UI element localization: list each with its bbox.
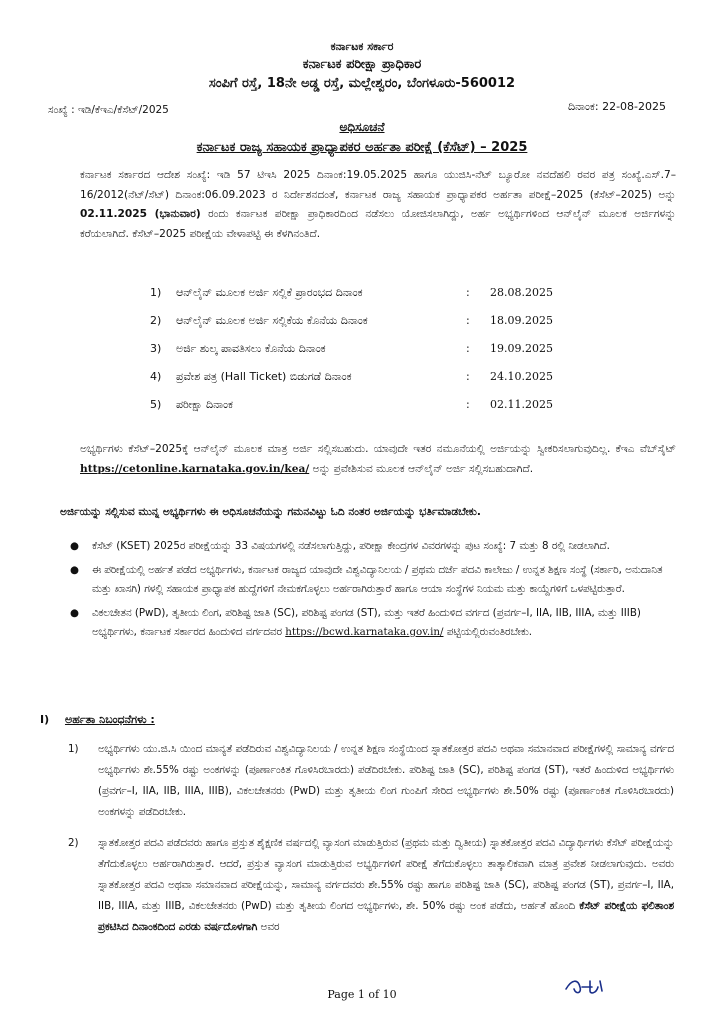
bullet-text: ವಿಕಲಚೇತನ (PwD), ತೃತೀಯ ಲಿಂಗ, ಪರಿಶಿಷ್ಟ ಜಾತಿ (SC), ಪರಿಶಿಷ್ಟ ಪಂಗಡ (ST), ಮತ್ತು ಇತರೆ ಹಿಂದುಳಿದ ವರ್ಗದ (ಪ್ರವರ್ಗ–I, IIA, IIB, IIIA, ಮತ್ತು IIIB) ಅಭ್ಯರ್ಥಿಗಳು, ಕರ್ನಾಟಕ ಸರ್ಕಾರದ ಹಿಂದುಳಿದ ವರ್ಗದವರ bbox=[92, 606, 641, 638]
notification-subject: ಕರ್ನಾಟಕ ರಾಜ್ಯ ಸಹಾಯಕ ಪ್ರಾಧ್ಯಾಪಕರ ಅರ್ಹತಾ ಪರೀಕ್ಷೆ (ಕೆಸೆಟ್) – 2025 bbox=[196, 140, 528, 155]
reference-number: ಸಂಖ್ಯೆ : ಇಡಿ/ಕೆಇಎ/ಕೆಸೆಟ್/2025 bbox=[48, 104, 169, 116]
schedule-num: 5) bbox=[150, 398, 162, 411]
notification-heading: ಅಧಿಸೂಚನೆ bbox=[339, 120, 385, 134]
eligibility-item bbox=[68, 833, 674, 938]
schedule-label: ಪ್ರವೇಶ ಪತ್ರ (Hall Ticket) ಬಿಡುಗಡೆ ದಿನಾಂಕ bbox=[176, 370, 352, 383]
online-application-paragraph bbox=[80, 440, 676, 479]
schedule-row bbox=[150, 370, 610, 398]
schedule-value: 19.09.2025 bbox=[490, 342, 553, 355]
signature-mark bbox=[562, 975, 606, 997]
bullet-dot: ● bbox=[70, 540, 79, 552]
online-text: ಅಭ್ಯರ್ಥಿಗಳು ಕೆಸೆಟ್–2025ಕ್ಕೆ ಆನ್‌ಲೈನ್ ಮೂಲಕ ಮಾತ್ರ ಅರ್ಜಿ ಸಲ್ಲಿಸಬಹುದು. ಯಾವುದೇ ಇತರ ನಮೂನೆಯಲ್ಲಿ ಅರ್ಜಿಯನ್ನು ಸ್ವೀಕರಿಸಲಾಗುವುದಿಲ್ಲ. ಕೆಇಎ ವೆಬ್‌ಸೈಟ್ bbox=[80, 443, 676, 455]
bullet-dot: ● bbox=[70, 606, 79, 619]
bullet-dot: ● bbox=[70, 563, 79, 576]
schedule-row bbox=[150, 286, 610, 314]
bullet-text-after: ಪಟ್ಟಿಯಲ್ಲಿರುವಂತಿರಬೇಕು. bbox=[446, 626, 533, 638]
intro-paragraph bbox=[80, 166, 676, 244]
schedule-value: 18.09.2025 bbox=[490, 314, 553, 327]
intro-exam-date: 02.11.2025 (ಭಾನುವಾರ) bbox=[80, 208, 201, 220]
schedule-num: 4) bbox=[150, 370, 162, 383]
schedule-colon: : bbox=[466, 286, 470, 299]
schedule-row bbox=[150, 314, 610, 342]
schedule-num: 1) bbox=[150, 286, 162, 299]
item-text-after: ಅವರ bbox=[260, 921, 280, 933]
eligibility-item bbox=[68, 739, 674, 823]
schedule-label: ಆನ್‌ಲೈನ್ ಮೂಲಕ ಅರ್ಜಿ ಸಲ್ಲಿಕೆಯ ಕೊನೆಯ ದಿನಾಂಕ bbox=[176, 314, 368, 327]
item-text-bold: ಕೆಸೆಟ್ ಪರೀಕ್ಷೆಯ ಫಲಿತಾಂಶ ಪ್ರಕಟಿಸಿದ ದಿನಾಂಕದಿಂದ ಎರಡು ವರ್ಷದೊಳಗಾಗಿ bbox=[98, 900, 674, 933]
bullet-list bbox=[70, 537, 674, 647]
bullet-item bbox=[70, 561, 674, 600]
online-text-after: ಅನ್ನು ಪ್ರವೇಶಿಸುವ ಮೂಲಕ ಆನ್‌ಲೈನ್ ಅರ್ಜಿ ಸಲ್ಲಿಸಬಹುದಾಗಿದೆ. bbox=[312, 462, 534, 475]
schedule-value: 28.08.2025 bbox=[490, 286, 553, 299]
schedule-label: ಅರ್ಜಿ ಶುಲ್ಕ ಪಾವತಿಸಲು ಕೊನೆಯ ದಿನಾಂಕ bbox=[176, 342, 326, 355]
bullet-item bbox=[70, 537, 674, 557]
schedule-value: 02.11.2025 bbox=[490, 398, 553, 411]
authority-heading: ಕರ್ನಾಟಕ ಪರೀಕ್ಷಾ ಪ್ರಾಧಿಕಾರ bbox=[302, 57, 422, 72]
government-heading: ಕರ್ನಾಟಕ ಸರ್ಕಾರ bbox=[330, 40, 394, 53]
schedule-colon: : bbox=[466, 314, 470, 327]
page-number: Page 1 of 10 bbox=[327, 988, 397, 1001]
intro-text-rest: ರಂದು ಕರ್ನಾಟಕ ಪರೀಕ್ಷಾ ಪ್ರಾಧಿಕಾರದಿಂದ ನಡೆಸಲು ಯೋಜಿಸಲಾಗಿದ್ದು, ಅರ್ಹ ಅಭ್ಯರ್ಥಿಗಳಿಂದ ಆನ್‌ಲೈನ್ ಮೂಲಕ ಅರ್ಜಿಗಳನ್ನು ಕರೆಯಲಾಗಿದೆ. ಕೆಸೆಟ್–2025 ಪರೀಕ್ಷೆಯ ವೇಳಾಪಟ್ಟಿ ಈ ಕೆಳಗಿನಂತಿದೆ. bbox=[80, 208, 676, 240]
item-text: ಸ್ನಾತಕೋತ್ತರ ಪದವಿ ಪಡೆದವರು ಹಾಗೂ ಪ್ರಸ್ತುತ ಶೈಕ್ಷಣಿಕ ವರ್ಷದಲ್ಲಿ ವ್ಯಾಸಂಗ ಮಾಡುತ್ತಿರುವ (ಪ್ರಥಮ ಮತ್ತು ದ್ವಿತೀಯ) ಸ್ನಾತಕೋತ್ತರ ಪದವಿ ವಿದ್ಯಾರ್ಥಿಗಳು ಕೆಸೆಟ್ ಪರೀಕ್ಷೆಯನ್ನು ತೆಗೆದುಕೊಳ್ಳಲು ಅರ್ಹರಾಗಿರುತ್ತಾರೆ. ಆದರೆ, ಪ್ರಸ್ತುತ ವ್ಯಾಸಂಗ ಮಾಡುತ್ತಿರುವ ಅಭ್ಯರ್ಥಿಗಳಿಗೆ ಪರೀಕ್ಷೆ ತೆಗೆದುಕೊಳ್ಳಲು ತಾತ್ಕಾಲಿಕವಾಗಿ ಮಾತ್ರ ಪ್ರವೇಶ ನೀಡಲಾಗುವುದು. ಅವರು ಸ್ನಾತಕೋತ್ತರ ಪದವಿ ಅಥವಾ ಸಮಾನವಾದ ಪರೀಕ್ಷೆಯನ್ನು, ಸಾಮಾನ್ಯ ವರ್ಗದವರು ಶೇ.55% ರಷ್ಟು ಹಾಗೂ ಪರಿಶಿಷ್ಟ ಜಾತಿ (SC), ಪರಿಶಿಷ್ಟ ಪಂಗಡ (ST), ಪ್ರವರ್ಗ–I, IIA, IIB, IIIA, ಮತ್ತು IIIB, ವಿಕಲಚೇತನರು (PwD) ಮತ್ತು ತೃತೀಯ ಲಿಂಗದ ಅಭ್ಯರ್ಥಿಗಳು, ಶೇ. 50% ರಷ್ಟು ಅಂಕ ಪಡೆದು, ಅರ್ಹತೆ ಹೊಂದಿ bbox=[98, 837, 674, 912]
item-text: ಅಭ್ಯರ್ಥಿಗಳು ಯು.ಜಿ.ಸಿ ಯಿಂದ ಮಾನ್ಯತೆ ಪಡೆದಿರುವ ವಿಶ್ವವಿದ್ಯಾನಿಲಯ / ಉನ್ನತ ಶಿಕ್ಷಣ ಸಂಸ್ಥೆಯಿಂದ ಸ್ನಾತಕೋತ್ತರ ಪದವಿ ಅಥವಾ ಸಮಾನವಾದ ಪರೀಕ್ಷೆಗಳಲ್ಲಿ ಸಾಮಾನ್ಯ ವರ್ಗದ ಅಭ್ಯರ್ಥಿಗಳು ಶೇ.55% ರಷ್ಟು ಅಂಕಗಳನ್ನು (ಪೂರ್ಣಾಂಕಿತ ಗೊಳಿಸಿರಬಾರದು) ಪಡೆದಿರಬೇಕು. ಪರಿಶಿಷ್ಟ ಜಾತಿ (SC), ಪರಿಶಿಷ್ಟ ಪಂಗಡ (ST), ಇತರೆ ಹಿಂದುಳಿದ ಅಭ್ಯರ್ಥಿಗಳು (ಪ್ರವರ್ಗ–I, IIA, IIB, IIIA, IIIB), ವಿಕಲಚೇತನರು (PwD) ಮತ್ತು ತೃತೀಯ ಲಿಂಗ ಗುಂಪಿಗೆ ಸೇರಿದ ಅಭ್ಯರ್ಥಿಗಳು ಶೇ.50% ರಷ್ಟು (ಪೂರ್ಣಾಂಕಿತ ಗೊಳಿಸಿರಬಾರದು) ಅಂಕಗಳನ್ನು ಪಡೆದಿರಬೇಕು. bbox=[98, 743, 674, 818]
bullet-item bbox=[70, 604, 674, 643]
authority-address: ಸಂಪಿಗೆ ರಸ್ತೆ, 18ನೇ ಅಡ್ಡ ರಸ್ತೆ, ಮಲ್ಲೇಶ್ವರಂ, ಬೆಂಗಳೂರು-560012 bbox=[208, 76, 516, 91]
schedule-label: ಆನ್‌ಲೈನ್ ಮೂಲಕ ಅರ್ಜಿ ಸಲ್ಲಿಕೆ ಪ್ರಾರಂಭದ ದಿನಾಂಕ bbox=[176, 286, 363, 299]
section-heading bbox=[40, 713, 155, 727]
bullet-text: ಈ ಪರೀಕ್ಷೆಯಲ್ಲಿ ಅರ್ಹತೆ ಪಡೆದ ಅಭ್ಯರ್ಥಿಗಳು, ಕರ್ನಾಟಕ ರಾಜ್ಯದ ಯಾವುದೇ ವಿಶ್ವವಿದ್ಯಾನಿಲಯ / ಪ್ರಥಮ ದರ್ಜೆ ಪದವಿ ಕಾಲೇಜು / ಉನ್ನತ ಶಿಕ್ಷಣ ಸಂಸ್ಥೆ (ಸರ್ಕಾರಿ, ಅನುದಾನಿತ ಮತ್ತು ಖಾಸಗಿ) ಗಳಲ್ಲಿ ಸಹಾಯಕ ಪ್ರಾಧ್ಯಾಪಕ ಹುದ್ದೆಗಳಿಗೆ ನೇಮಕಗೊಳ್ಳಲು ಅರ್ಹರಾಗಿರುತ್ತಾರೆ ಹಾಗೂ ಆಯಾ ಸಂಸ್ಥೆಗಳ ನಿಯಮ ಮತ್ತು ಕಾಯ್ದೆಗಳಿಗೆ ಒಳಪಟ್ಟಿರುತ್ತಾರೆ. bbox=[92, 563, 663, 595]
schedule-num: 2) bbox=[150, 314, 162, 327]
schedule-row bbox=[150, 342, 610, 370]
bcwd-link[interactable]: https://bcwd.karnataka.gov.in/ bbox=[285, 626, 444, 638]
section-number: I) bbox=[40, 713, 50, 726]
schedule-label: ಪರೀಕ್ಷಾ ದಿನಾಂಕ bbox=[176, 398, 233, 411]
schedule-value: 24.10.2025 bbox=[490, 370, 553, 383]
schedule-colon: : bbox=[466, 342, 470, 355]
item-number: 1) bbox=[68, 743, 79, 755]
schedule-row bbox=[150, 398, 610, 426]
notification-date: ದಿನಾಂಕ: 22-08-2025 bbox=[567, 100, 666, 113]
intro-text: ಕರ್ನಾಟಕ ಸರ್ಕಾರದ ಆದೇಶ ಸಂಖ್ಯೆ: ಇಡಿ 57 ಟಿಇಸಿ 2025 ದಿನಾಂಕ:19.05.2025 ಹಾಗೂ ಯುಜಿಸಿ-ನೆಟ್ ಬ್ಯೂರೋ ನವದೆಹಲಿ ರವರ ಪತ್ರ ಸಂಖ್ಯೆ.ಎಸ್.7–16/2012(ನೆಟ್/ಸೆಟ್) ದಿನಾಂಕ:06.09.2023 ರ ನಿರ್ದೇಶನದಂತೆ, ಕರ್ನಾಟಕ ರಾಜ್ಯ ಸಹಾಯಕ ಪ್ರಾಧ್ಯಾಪಕರ ಅರ್ಹತಾ ಪರೀಕ್ಷೆ–2025 (ಕೆಸೆಟ್–2025) ಅನ್ನು bbox=[80, 169, 676, 201]
warning-text: ಅರ್ಜಿಯನ್ನು ಸಲ್ಲಿಸುವ ಮುನ್ನ ಅಭ್ಯರ್ಥಿಗಳು ಈ ಅಧಿಸೂಚನೆಯನ್ನು ಗಮನವಿಟ್ಟು ಓದಿ ನಂತರ ಅರ್ಜಿಯನ್ನು ಭರ್ತಿಮಾಡಬೇಕು. bbox=[60, 506, 481, 518]
schedule-num: 3) bbox=[150, 342, 162, 355]
cetonline-link[interactable]: https://cetonline.karnataka.gov.in/kea/ bbox=[80, 462, 310, 475]
schedule-colon: : bbox=[466, 370, 470, 383]
item-number: 2) bbox=[68, 837, 79, 849]
bullet-text: ಕೆಸೆಟ್ (KSET) 2025ರ ಪರೀಕ್ಷೆಯನ್ನು 33 ವಿಷಯಗಳಲ್ಲಿ ನಡೆಸಲಾಗುತ್ತಿದ್ದು, ಪರೀಕ್ಷಾ ಕೇಂದ್ರಗಳ ವಿವರಗಳನ್ನು ಪುಟ ಸಂಖ್ಯೆ: 7 ಮತ್ತು 8 ರಲ್ಲಿ ನೀಡಲಾಗಿದೆ. bbox=[92, 540, 610, 552]
schedule-colon: : bbox=[466, 398, 470, 411]
schedule-list bbox=[150, 286, 610, 426]
section-title: ಅರ್ಹತಾ ನಿಬಂಧನೆಗಳು : bbox=[64, 713, 155, 726]
eligibility-list bbox=[68, 739, 674, 948]
